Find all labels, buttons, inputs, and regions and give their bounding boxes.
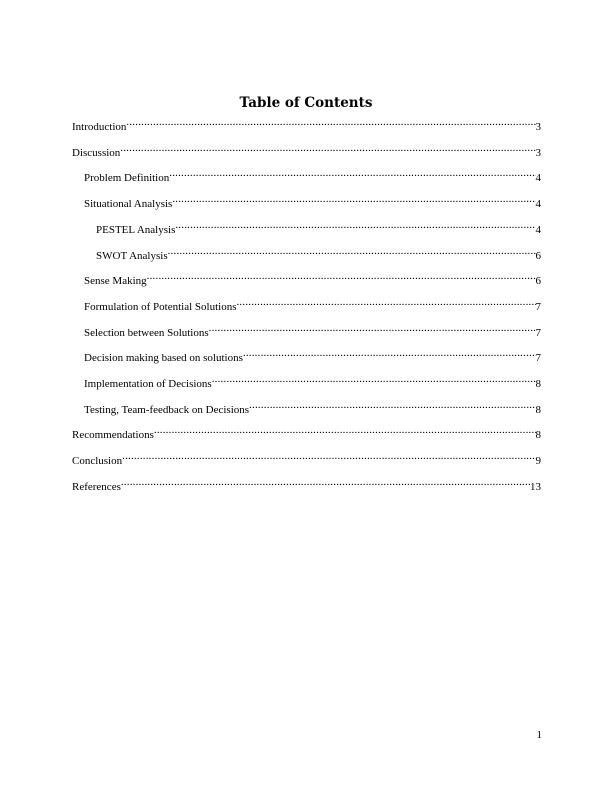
toc-entry-page: 8 xyxy=(535,403,541,416)
dot-leader xyxy=(175,217,535,233)
toc-entry-label: Formulation of Potential Solutions xyxy=(84,300,237,313)
toc-entry-page: 3 xyxy=(535,121,541,133)
toc-entry-label: Problem Definition xyxy=(84,172,170,185)
page-number: 1 xyxy=(536,729,542,741)
toc-entry-label: Introduction xyxy=(72,121,127,133)
toc-entry-page: 13 xyxy=(530,480,541,493)
toc-entry-page: 7 xyxy=(535,300,541,313)
toc-entry-page: 8 xyxy=(535,378,541,390)
toc-entry-references[interactable] xyxy=(72,474,541,493)
toc-entry-page: 3 xyxy=(535,146,541,159)
toc-entry-page: 4 xyxy=(535,198,541,211)
toc-entry-implementation-of-decisions[interactable] xyxy=(72,371,541,390)
dot-leader xyxy=(249,397,535,413)
dot-leader xyxy=(168,243,536,259)
toc-entry-label: Implementation of Decisions xyxy=(84,378,212,390)
toc-entry-page: 7 xyxy=(535,352,541,365)
dot-leader xyxy=(120,140,535,156)
toc-entry-label: Testing, Team-feedback on Decisions xyxy=(84,403,250,416)
toc-entry-page: 4 xyxy=(535,223,541,236)
dot-leader xyxy=(243,345,536,361)
toc-entry-testing-team-feedback[interactable] xyxy=(72,397,541,416)
dot-leader xyxy=(212,371,536,387)
toc-entry-selection-between-solutions[interactable] xyxy=(72,320,541,339)
toc-entry-decision-making[interactable] xyxy=(72,345,541,365)
toc-entry-label: References xyxy=(72,480,121,493)
toc-entry-label: Discussion xyxy=(72,146,121,159)
toc-entry-recommendations[interactable] xyxy=(72,422,541,442)
toc-entry-pestel-analysis[interactable] xyxy=(72,217,541,236)
dot-leader xyxy=(126,114,535,130)
dot-leader xyxy=(209,320,536,336)
toc-entry-sense-making[interactable] xyxy=(72,268,541,288)
toc-entry-situational-analysis[interactable] xyxy=(72,191,541,211)
toc-entry-page: 6 xyxy=(535,249,541,262)
dot-leader xyxy=(147,268,536,284)
toc-entry-conclusion[interactable] xyxy=(72,448,541,468)
toc-entry-label: Recommendations xyxy=(72,429,154,442)
toc-entry-label: Sense Making xyxy=(84,275,147,288)
toc-entry-page: 6 xyxy=(535,275,541,288)
dot-leader xyxy=(236,294,535,310)
toc-entry-label: Conclusion xyxy=(72,455,123,468)
toc-entry-page: 8 xyxy=(535,429,541,442)
dot-leader xyxy=(121,474,530,490)
dot-leader xyxy=(154,422,536,438)
toc-title: Table of Contents xyxy=(239,95,373,111)
toc-entry-introduction[interactable] xyxy=(72,114,541,133)
toc-entry-page: 7 xyxy=(535,326,541,339)
toc-entry-label: SWOT Analysis xyxy=(96,249,168,262)
toc-entry-discussion[interactable] xyxy=(72,140,541,159)
dot-leader xyxy=(122,448,535,464)
toc-entry-label: Decision making based on solutions xyxy=(84,352,243,365)
toc-entry-swot-analysis[interactable] xyxy=(72,243,541,262)
toc-entry-page: 9 xyxy=(535,455,541,468)
toc-entry-page: 4 xyxy=(535,172,541,185)
toc-entry-formulation-of-potential-solutions[interactable] xyxy=(72,294,541,313)
toc-entry-label: Selection between Solutions xyxy=(84,326,209,339)
toc-entry-label: PESTEL Analysis xyxy=(96,223,176,236)
toc-entry-label: Situational Analysis xyxy=(84,198,173,211)
toc-entry-problem-definition[interactable] xyxy=(72,165,541,185)
dot-leader xyxy=(169,165,535,181)
dot-leader xyxy=(172,191,535,207)
